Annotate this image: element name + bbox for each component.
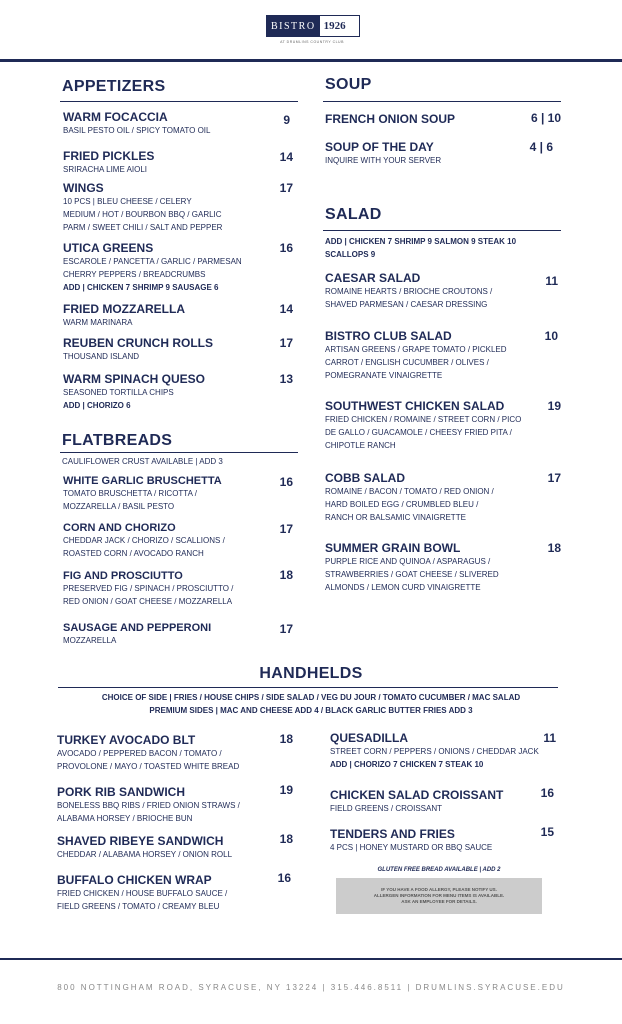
item-price: 4 | 6 — [529, 140, 553, 154]
item-price: 10 — [544, 329, 558, 343]
item-desc: ESCAROLE / PANCETTA / GARLIC / PARMESAN — [63, 257, 242, 266]
item-name: FIG AND PROSCIUTTO — [63, 570, 183, 582]
item-desc: HARD BOILED EGG / CRUMBLED BLEU / — [325, 500, 479, 509]
item-desc: STREET CORN / PEPPERS / ONIONS / CHEDDAR JACK — [330, 747, 539, 756]
item-name: SUMMER GRAIN BOWL — [325, 541, 461, 555]
item-desc: STRAWBERRIES / GOAT CHEESE / SLIVERED — [325, 570, 499, 579]
appetizers-rule — [60, 101, 298, 102]
menu-item — [63, 149, 293, 176]
item-add-ons: ADD | CHORIZO 7 CHICKEN 7 STEAK 10 — [330, 760, 484, 769]
menu-item — [57, 834, 293, 861]
logo-brand: BISTRO — [267, 16, 320, 36]
menu-item — [330, 731, 556, 771]
item-desc: ROMAINE / BACON / TOMATO / RED ONION / — [325, 487, 494, 496]
item-desc: BASIL PESTO OIL / SPICY TOMATO OIL — [63, 126, 211, 135]
item-price: 16 — [279, 241, 293, 255]
item-desc: SEASONED TORTILLA CHIPS — [63, 388, 174, 397]
menu-item — [325, 471, 561, 524]
soup-rule — [323, 101, 561, 102]
premium-sides-note: PREMIUM SIDES | MAC AND CHEESE ADD 4 / BLACK GARLIC BUTTER FRIES ADD 3 — [149, 706, 473, 715]
item-desc: PURPLE RICE AND QUINOA / ASPARAGUS / — [325, 557, 491, 566]
gluten-free-note: GLUTEN FREE BREAD AVAILABLE | ADD 2 — [377, 867, 501, 873]
menu-item — [63, 570, 293, 608]
item-name: FRENCH ONION SOUP — [325, 112, 456, 126]
item-name: SHAVED RIBEYE SANDWICH — [57, 834, 224, 848]
item-desc: FRIED CHICKEN / ROMAINE / STREET CORN / PICO — [325, 415, 522, 424]
item-desc: ROMAINE HEARTS / BRIOCHE CROUTONS / — [325, 287, 493, 296]
item-desc: CHIPOTLE RANCH — [325, 441, 396, 450]
item-name: SAUSAGE AND PEPPERONI — [63, 622, 212, 634]
allergy-line: IF YOU HAVE A FOOD ALLERGY, PLEASE NOTIFY US. — [381, 887, 497, 892]
item-desc: MOZZARELLA / BASIL PESTO — [63, 502, 175, 511]
salad-heading: SALAD — [325, 206, 382, 223]
menu-item — [325, 271, 561, 311]
menu-item — [57, 785, 293, 825]
item-desc: CARROT / ENGLISH CUCUMBER / OLIVES / — [325, 358, 489, 367]
item-price: 18 — [279, 732, 293, 746]
item-desc: 4 PCS | HONEY MUSTARD OR BBQ SAUCE — [330, 843, 493, 852]
item-desc: SRIRACHA LIME AIOLI — [63, 165, 148, 174]
salad-rule — [323, 230, 561, 231]
item-desc: FIELD GREENS / TOMATO / CREAMY BLEU — [57, 902, 220, 911]
item-name: TURKEY AVOCADO BLT — [57, 733, 196, 747]
menu-item — [325, 112, 561, 126]
item-name: REUBEN CRUNCH ROLLS — [63, 336, 213, 350]
item-price: 9 — [283, 113, 290, 127]
item-name: FRIED MOZZARELLA — [63, 302, 185, 316]
menu-item — [63, 241, 293, 294]
handhelds-rule — [58, 687, 558, 688]
item-desc: DE GALLO / GUACAMOLE / CHEESY FRIED PITA / — [325, 428, 512, 437]
logo — [266, 15, 360, 37]
menu-item — [63, 522, 293, 560]
item-price: 11 — [545, 274, 558, 288]
logo-subtitle: AT DRUMLINS COUNTRY CLUB — [280, 40, 344, 44]
item-desc: TOMATO BRUSCHETTA / RICOTTA / — [63, 489, 197, 498]
item-price: 16 — [279, 475, 293, 489]
item-desc: PROVOLONE / MAYO / TOASTED WHITE BREAD — [57, 762, 240, 771]
menu-item — [325, 140, 561, 167]
menu-item — [63, 372, 293, 412]
item-desc: RANCH OR BALSAMIC VINAIGRETTE — [325, 513, 466, 522]
item-desc: RED ONION / GOAT CHEESE / MOZZARELLA — [63, 597, 233, 606]
item-desc: THOUSAND ISLAND — [63, 352, 140, 361]
item-price: 15 — [540, 825, 554, 839]
menu-item — [57, 873, 293, 913]
flatbreads-rule — [60, 452, 298, 453]
item-desc: INQUIRE WITH YOUR SERVER — [325, 156, 442, 165]
item-desc: CHERRY PEPPERS / BREADCRUMBS — [63, 270, 206, 279]
item-price: 11 — [543, 731, 556, 745]
item-name: SOUTHWEST CHICKEN SALAD — [325, 399, 505, 413]
item-price: 16 — [277, 871, 291, 885]
item-price: 16 — [540, 786, 554, 800]
item-price: 18 — [279, 832, 293, 846]
item-name: WHITE GARLIC BRUSCHETTA — [63, 475, 222, 487]
item-name: FRIED PICKLES — [63, 149, 155, 163]
salad-add-ons: ADD | CHICKEN 7 SHRIMP 9 SALMON 9 STEAK 10 — [325, 237, 517, 246]
menu-item — [63, 475, 293, 513]
item-desc: MOZZARELLA — [63, 636, 117, 645]
footer-address: 800 NOTTINGHAM ROAD, SYRACUSE, NY 13224 | 315.446.8511 | DRUMLINS.SYRACUSE.EDU — [57, 983, 565, 992]
item-name: SOUP OF THE DAY — [325, 140, 434, 154]
item-desc: FRIED CHICKEN / HOUSE BUFFALO SAUCE / — [57, 889, 228, 898]
sides-note: CHOICE OF SIDE | FRIES / HOUSE CHIPS / SIDE SALAD / VEG DU JOUR / TOMATO CUCUMBER / MAC SALAD — [101, 693, 521, 702]
menu-item — [325, 541, 561, 594]
item-price: 6 | 10 — [530, 111, 561, 125]
item-desc: ARTISAN GREENS / GRAPE TOMATO / PICKLED — [325, 345, 507, 354]
item-price: 18 — [279, 568, 293, 582]
item-name: BISTRO CLUB SALAD — [325, 329, 452, 343]
menu-item — [63, 302, 293, 329]
item-price: 19 — [279, 783, 293, 797]
logo-year: 1926 — [323, 20, 346, 32]
appetizers-heading: APPETIZERS — [62, 78, 166, 95]
header-divider — [0, 59, 622, 62]
item-name: WINGS — [63, 181, 104, 195]
item-name: CHICKEN SALAD CROISSANT — [330, 788, 504, 802]
menu-item — [330, 827, 556, 854]
menu-item — [63, 181, 293, 234]
item-desc: PRESERVED FIG / SPINACH / PROSCIUTTO / — [63, 584, 234, 593]
item-name: BUFFALO CHICKEN WRAP — [57, 873, 212, 887]
item-desc: ALMONDS / LEMON CURD VINAIGRETTE — [325, 583, 481, 592]
item-desc: MEDIUM / HOT / BOURBON BBQ / GARLIC — [63, 210, 222, 219]
item-price: 14 — [279, 150, 293, 164]
flatbreads-heading: FLATBREADS — [62, 432, 173, 449]
item-price: 17 — [279, 622, 293, 636]
allergy-line: ALLERGEN INFORMATION FOR MENU ITEMS IS AVAILABLE. — [373, 893, 505, 898]
item-desc: CHEDDAR JACK / CHORIZO / SCALLIONS / — [63, 536, 225, 545]
soup-heading: SOUP — [325, 76, 372, 93]
item-name: COBB SALAD — [325, 471, 405, 485]
item-add-ons: ADD | CHORIZO 6 — [63, 401, 131, 410]
allergy-notice — [336, 878, 542, 914]
item-desc: BONELESS BBQ RIBS / FRIED ONION STRAWS / — [57, 801, 240, 810]
item-desc: AVOCADO / PEPPERED BACON / TOMATO / — [57, 749, 222, 758]
menu-item — [63, 110, 293, 137]
item-name: QUESADILLA — [330, 731, 408, 745]
item-price: 19 — [547, 399, 561, 413]
item-price: 14 — [279, 302, 293, 316]
item-price: 18 — [547, 541, 561, 555]
menu-item — [325, 329, 561, 382]
allergy-line: ASK AN EMPLOYEE FOR DETAILS. — [401, 899, 477, 904]
item-desc: SHAVED PARMESAN / CAESAR DRESSING — [325, 300, 488, 309]
item-price: 17 — [547, 471, 561, 485]
item-name: WARM SPINACH QUESO — [63, 372, 206, 386]
menu-item — [325, 399, 561, 452]
item-desc: ROASTED CORN / AVOCADO RANCH — [63, 549, 204, 558]
item-name: TENDERS AND FRIES — [330, 827, 455, 841]
item-desc: ALABAMA HORSEY / BRIOCHE BUN — [57, 814, 193, 823]
menu-item — [63, 336, 293, 363]
item-desc: CHEDDAR / ALABAMA HORSEY / ONION ROLL — [57, 850, 233, 859]
item-desc: PARM / SWEET CHILI / SALT AND PEPPER — [63, 223, 223, 232]
item-desc: 10 PCS | BLEU CHEESE / CELERY — [63, 197, 192, 206]
item-name: CAESAR SALAD — [325, 271, 421, 285]
item-desc: FIELD GREENS / CROISSANT — [330, 804, 443, 813]
menu-item — [57, 733, 293, 773]
footer-divider — [0, 958, 622, 960]
item-add-ons: ADD | CHICKEN 7 SHRIMP 9 SAUSAGE 6 — [63, 283, 219, 292]
item-name: WARM FOCACCIA — [63, 110, 168, 124]
item-desc: POMEGRANATE VINAIGRETTE — [325, 371, 443, 380]
item-price: 17 — [279, 522, 293, 536]
item-name: CORN AND CHORIZO — [63, 522, 176, 534]
menu-item — [330, 788, 556, 815]
item-price: 17 — [279, 181, 293, 195]
item-desc: WARM MARINARA — [63, 318, 133, 327]
item-name: UTICA GREENS — [63, 241, 154, 255]
item-price: 13 — [279, 372, 293, 386]
item-price: 17 — [279, 336, 293, 350]
handhelds-heading: HANDHELDS — [259, 665, 363, 682]
flatbreads-note: CAULIFLOWER CRUST AVAILABLE | ADD 3 — [62, 457, 223, 466]
salad-add-ons: SCALLOPS 9 — [325, 250, 376, 259]
menu-item — [63, 622, 293, 647]
item-name: PORK RIB SANDWICH — [57, 785, 185, 799]
